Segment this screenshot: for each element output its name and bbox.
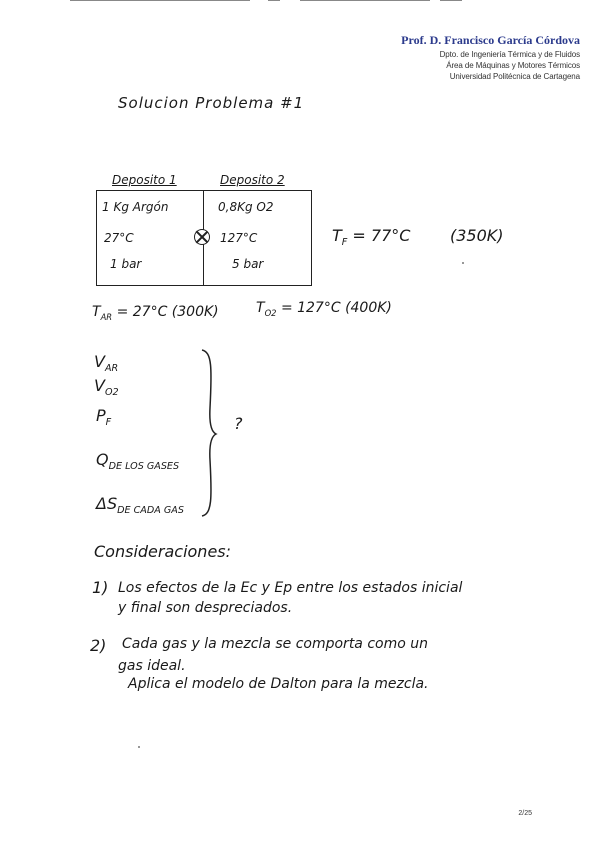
unknown-heat: $Q_{DE LOS GASES}$ — [96, 450, 180, 473]
consideration-2-line-3: Aplica el modelo de Dalton para la mezcla. — [128, 676, 429, 692]
tank-right-pressure: 5 bar — [232, 257, 264, 271]
tank-right-temp: 127°C — [220, 231, 258, 245]
department-line: Dpto. de Ingeniería Térmica y de Fluidos — [439, 50, 580, 59]
unknown-entropy: $\Delta S_{DE CADA GAS}$ — [96, 494, 184, 517]
tank-right-mass: 0,8Kg O2 — [218, 200, 274, 214]
considerations-title: Consideraciones: — [94, 542, 232, 561]
top-border — [0, 0, 604, 1]
final-temperature-kelvin: (350K) — [450, 226, 504, 245]
consideration-2-line-1: Cada gas y la mezcla se comporta como un — [122, 636, 428, 652]
question-mark: ? — [234, 414, 243, 433]
consideration-1-line-2: y final son despreciados. — [118, 600, 293, 616]
stray-dot — [462, 262, 464, 264]
unknown-volume-argon: $V_{AR}$ — [94, 352, 119, 375]
oxygen-temperature: $T_{O2} = 127^\circ C$ (400K) — [256, 300, 392, 318]
unknown-final-pressure: $P_F$ — [96, 406, 112, 429]
page-title: Solucion Problema #1 — [118, 94, 305, 112]
author-name: Prof. D. Francisco García Córdova — [401, 33, 580, 47]
consideration-2-line-2: gas ideal. — [118, 658, 186, 674]
tank-left-temp: 27°C — [104, 231, 134, 245]
university-line: Universidad Politécnica de Cartagena — [449, 72, 580, 81]
tank-right-label: Deposito 2 — [220, 173, 285, 187]
tank-left-label: Deposito 1 — [112, 173, 177, 187]
consideration-1-line-1: Los efectos de la Ec y Ep entre los estados inicial — [118, 580, 463, 596]
consideration-1-number: 1) — [92, 578, 109, 597]
page-number: 2/25 — [518, 810, 532, 817]
tank-left-mass: 1 Kg Argón — [102, 200, 169, 214]
tank-left-pressure: 1 bar — [110, 257, 142, 271]
unknown-volume-oxygen: $V_{O2}$ — [94, 376, 119, 399]
curly-brace — [200, 348, 218, 518]
valve-icon — [194, 229, 210, 245]
area-line: Área de Máquinas y Motores Térmicos — [446, 61, 580, 70]
final-temperature: $T_F = 77^\circ C$ — [332, 226, 411, 249]
stray-dot — [138, 746, 140, 748]
consideration-2-number: 2) — [90, 636, 107, 655]
argon-temperature: $T_{AR} = 27^\circ C$ (300K) — [92, 304, 219, 322]
